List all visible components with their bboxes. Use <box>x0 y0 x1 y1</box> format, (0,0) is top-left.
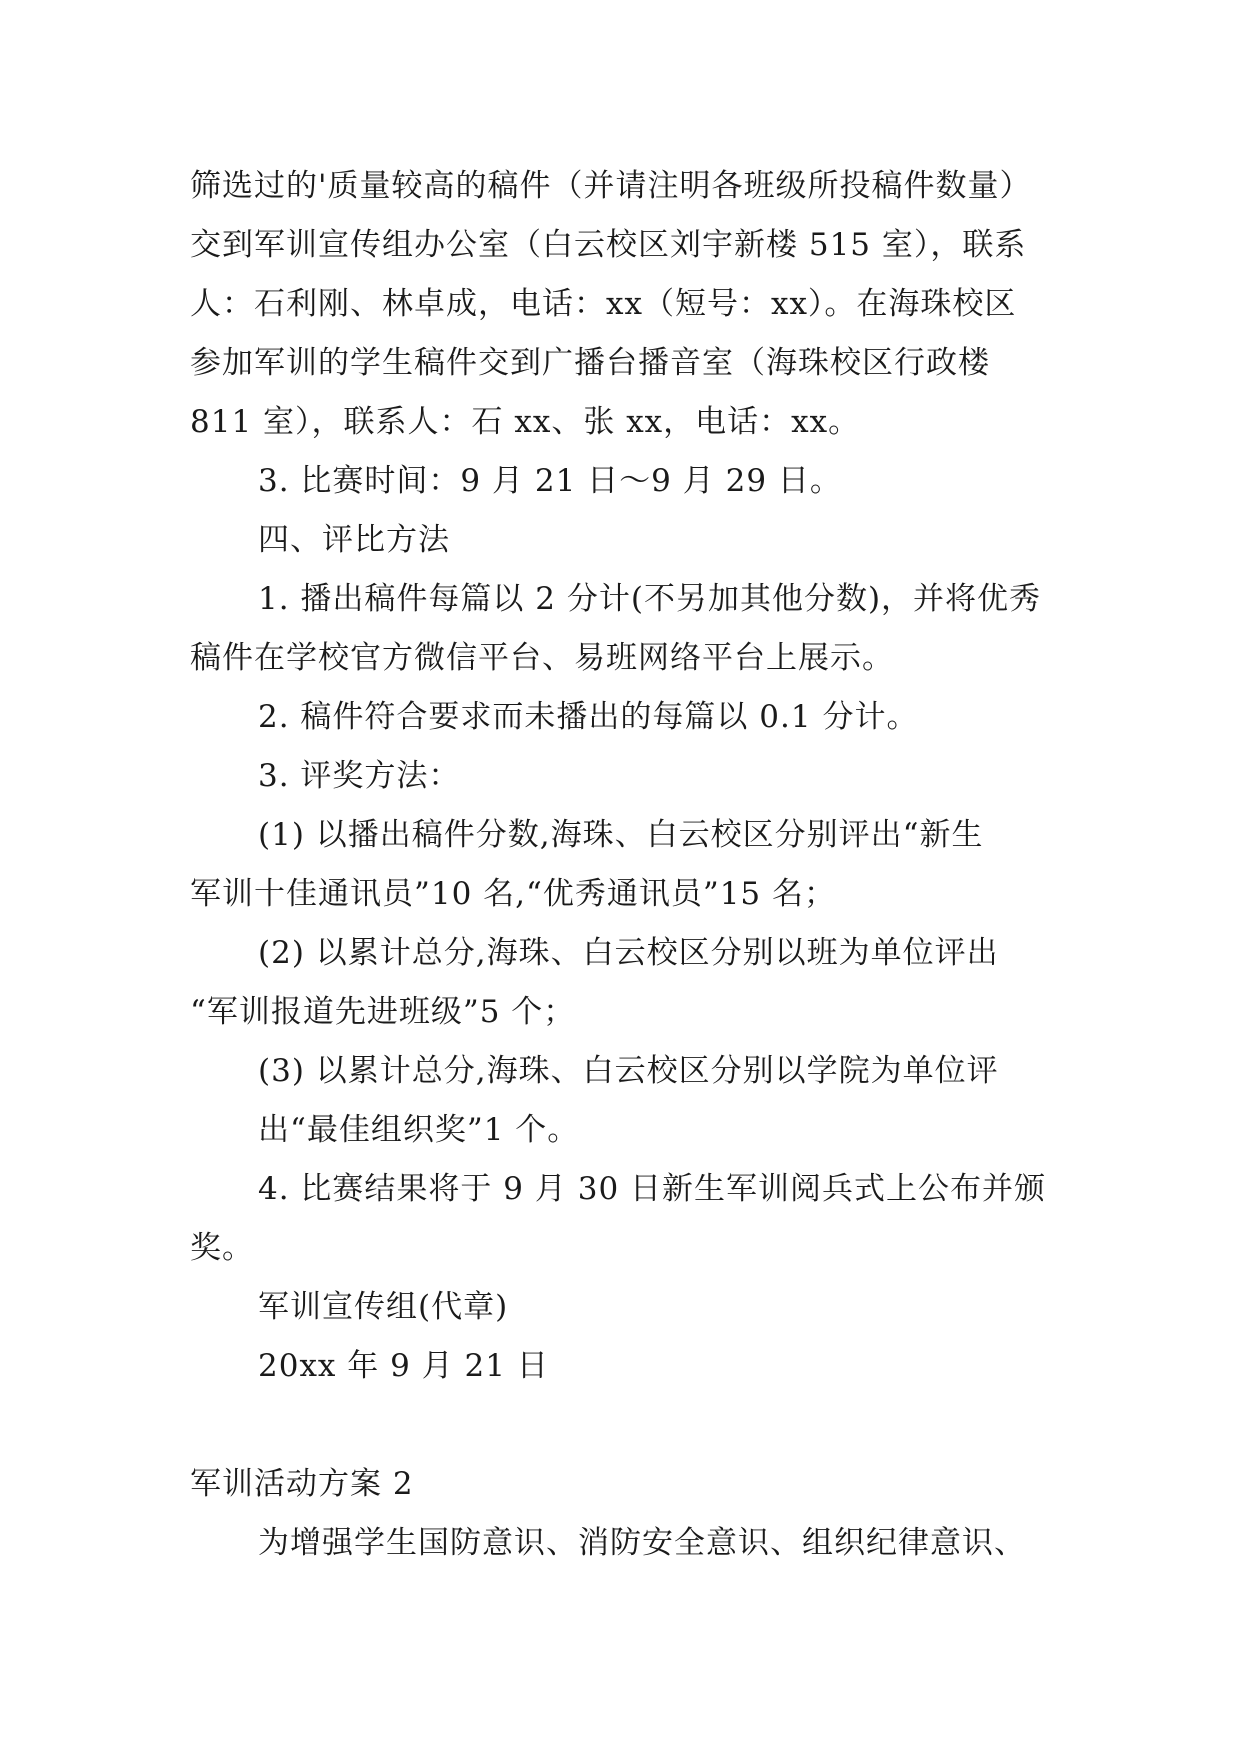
competition-time: 3. 比赛时间：9 月 21 日～9 月 29 日。 <box>258 463 842 499</box>
paragraph-line-submission-5: 811 室），联系人：石 xx、张 xx，电话：xx。 <box>190 404 861 440</box>
award-3-line-1: (3) 以累计总分,海珠、白云校区分别以学院为单位评 <box>258 1053 999 1089</box>
evaluation-item-1-line-1: 1. 播出稿件每篇以 2 分计(不另加其他分数)，并将优秀 <box>258 581 1042 617</box>
signature-organization: 军训宣传组(代章) <box>258 1289 509 1325</box>
plan-2-intro-line: 为增强学生国防意识、消防安全意识、组织纪律意识、 <box>258 1525 1026 1561</box>
evaluation-item-4-line-2: 奖。 <box>190 1230 254 1266</box>
award-2-line-1: (2) 以累计总分,海珠、白云校区分别以班为单位评出 <box>258 935 999 971</box>
paragraph-line-submission-4: 参加军训的学生稿件交到广播台播音室（海珠校区行政楼 <box>190 345 990 381</box>
section-title-plan-2: 军训活动方案 2 <box>190 1466 414 1502</box>
section-heading-evaluation: 四、评比方法 <box>258 522 450 558</box>
evaluation-item-4-line-1: 4. 比赛结果将于 9 月 30 日新生军训阅兵式上公布并颁 <box>258 1171 1047 1207</box>
paragraph-line-submission-2: 交到军训宣传组办公室（白云校区刘宇新楼 515 室），联系 <box>190 227 1027 263</box>
evaluation-item-3: 3. 评奖方法： <box>258 758 461 794</box>
award-1-line-1: (1) 以播出稿件分数,海珠、白云校区分别评出“新生 <box>258 817 984 853</box>
award-1-line-2: 军训十佳通讯员”10 名,“优秀通讯员”15 名； <box>190 876 836 912</box>
evaluation-item-1-line-2: 稿件在学校官方微信平台、易班网络平台上展示。 <box>190 640 894 676</box>
evaluation-item-2: 2. 稿件符合要求而未播出的每篇以 0.1 分计。 <box>258 699 919 735</box>
award-2-line-2: “军训报道先进班级”5 个； <box>190 994 576 1030</box>
signature-date: 20xx 年 9 月 21 日 <box>258 1348 549 1384</box>
paragraph-line-submission-1: 筛选过的'质量较高的稿件（并请注明各班级所投稿件数量） <box>190 168 1032 204</box>
paragraph-line-submission-3: 人：石利刚、林卓成，电话：xx（短号：xx）。在海珠校区 <box>190 286 1017 322</box>
award-3-line-2: 出“最佳组织奖”1 个。 <box>258 1112 580 1148</box>
